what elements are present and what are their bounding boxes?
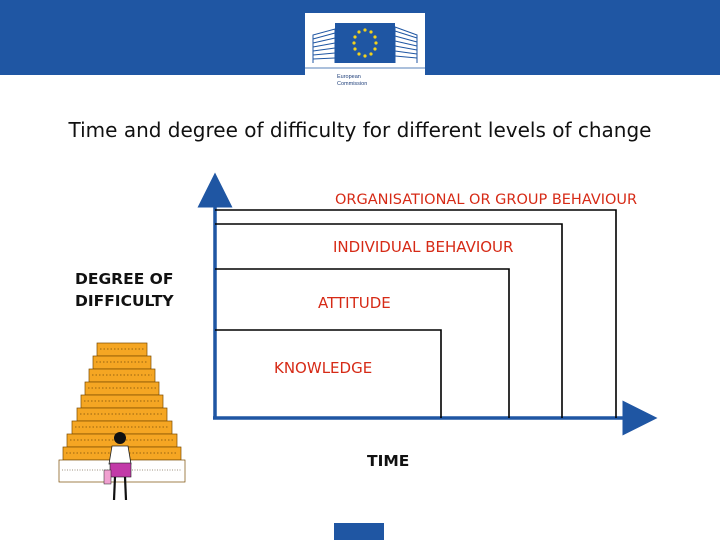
page-title: Time and degree of difficulty for different levels of change bbox=[68, 118, 652, 142]
level-label-individual: INDIVIDUAL BEHAVIOUR bbox=[333, 238, 514, 256]
y-axis-label-line2: DIFFICULTY bbox=[75, 292, 174, 310]
logo-line-commission: Commission bbox=[337, 81, 368, 87]
y-axis-label-line1: DEGREE OF bbox=[75, 270, 174, 288]
y-axis-label bbox=[75, 268, 205, 312]
level-label-knowledge: KNOWLEDGE bbox=[274, 359, 373, 377]
level-label-organisational: ORGANISATIONAL OR GROUP BEHAVIOUR bbox=[335, 192, 638, 208]
step-attitude bbox=[215, 269, 509, 418]
logo-line-european: European bbox=[337, 74, 361, 80]
staircase-illustration bbox=[59, 343, 185, 500]
x-axis-label: TIME bbox=[367, 452, 410, 470]
footer-block bbox=[334, 523, 384, 540]
level-label-attitude: ATTITUDE bbox=[318, 294, 391, 312]
